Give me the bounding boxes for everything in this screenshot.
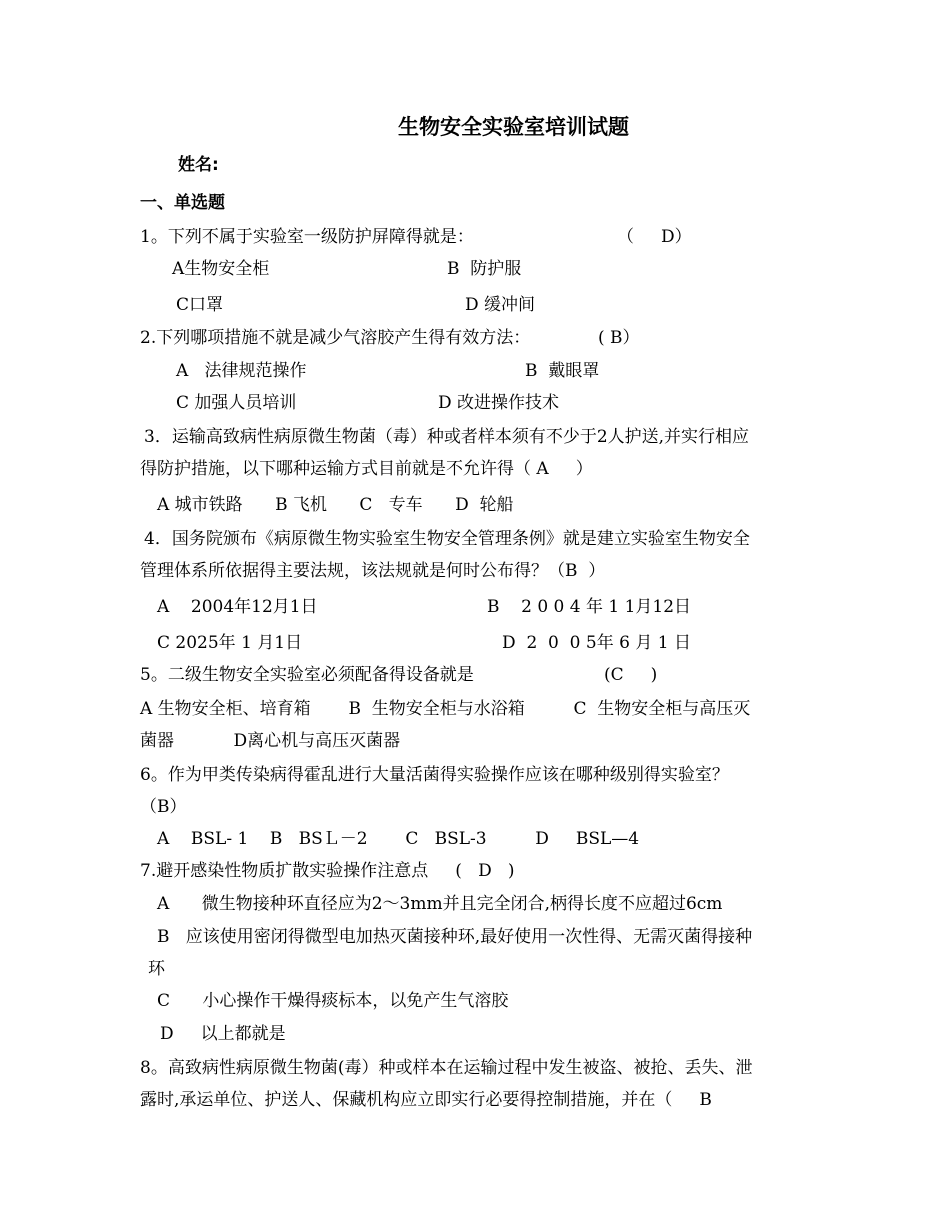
question-5-options-line-1: A 生物安全柜、培育箱 B 生物安全柜与水浴箱 C 生物安全柜与高压灭 [140,699,751,719]
question-1-option-d: D 缓冲间 [465,295,536,315]
question-3-text-line-1: 3．运输高致病性病原微生物菌（毒）种或者样本须有不少于2人护送,并实行相应 [144,427,750,447]
question-2-option-a: A 法律规范操作 [176,361,307,381]
question-4-text-line-2: 管理体系所依据得主要法规，该法规就是何时公布得？（B ） [140,561,606,581]
question-4-text-line-1: 4．国务院颁布《病原微生物实验室生物安全管理条例》就是建立实验室生物安全 [144,529,750,549]
question-2-option-b: B 戴眼罩 [525,361,600,381]
question-6-answer: （B） [140,797,187,817]
question-1-option-c: C口罩 [176,295,224,315]
question-7-text: 7.避开感染性物质扩散实验操作注意点 ( D ) [140,861,515,881]
question-6-options: A BSL- 1 B BSＬ－2 C BSL-3 D BSL—4 [157,829,640,849]
name-label: 姓名: [178,155,219,175]
question-4-option-c: C 2025年 1 月1日 [157,633,303,653]
question-8-text-line-1: 8。高致病性病原微生物菌(毒）种或样本在运输过程中发生被盗、被抢、丢失、泄 [140,1058,753,1078]
question-8-text-line-2: 露时,承运单位、护送人、保藏机构应立即实行必要得控制措施，并在（ B [140,1090,712,1110]
question-3-text-line-2: 得防护措施，以下哪种运输方式目前就是不允许得（ A ） [140,459,593,479]
question-1-answer: （ D） [617,227,692,247]
question-5-options-line-2: 菌器 D离心机与高压灭菌器 [140,731,401,751]
question-2-option-d: D 改进操作技术 [438,393,560,413]
question-2-text: 2.下列哪项措施不就是减少气溶胶产生得有效方法： [140,328,531,348]
question-4-option-d: D 2 0 0 5年 6 月 1 日 [502,633,691,653]
question-1-option-b: B 防护服 [447,259,522,279]
question-2-answer: ( B） [598,328,640,348]
question-4-option-b: B 2 0 0 4 年 1 1月12日 [487,597,692,617]
question-5-text: 5。二级生物安全实验室必须配备得设备就是 [140,665,474,685]
question-7-option-a: A 微生物接种环直径应为2～3mm并且完全闭合,柄得长度不应超过6cm [157,894,723,914]
question-7-option-b-continued: 环 [148,959,165,979]
question-7-option-b: B 应该使用密闭得微型电加热灭菌接种环,最好使用一次性得、无需灭菌得接种 [157,927,753,947]
question-7-option-d: D 以上都就是 [160,1024,286,1044]
question-3-options: A 城市铁路 B 飞机 C 专车 D 轮船 [157,495,514,515]
question-2-option-c: C 加强人员培训 [176,393,297,413]
question-1-text: 1。下列不属于实验室一级防护屏障得就是： [140,227,474,247]
question-6-text: 6。作为甲类传染病得霍乱进行大量活菌得实验操作应该在哪种级别得实验室？ [140,765,729,785]
question-4-option-a: A 2004年12月1日 [157,597,318,617]
question-1-option-a: A生物安全柜 [172,259,270,279]
document-title: 生物安全实验室培训试题 [398,115,629,139]
section-heading: 一、单选题 [140,193,225,213]
question-5-answer: (C ) [604,665,658,685]
question-7-option-c: C 小心操作干燥得痰标本，以免产生气溶胶 [157,991,509,1011]
